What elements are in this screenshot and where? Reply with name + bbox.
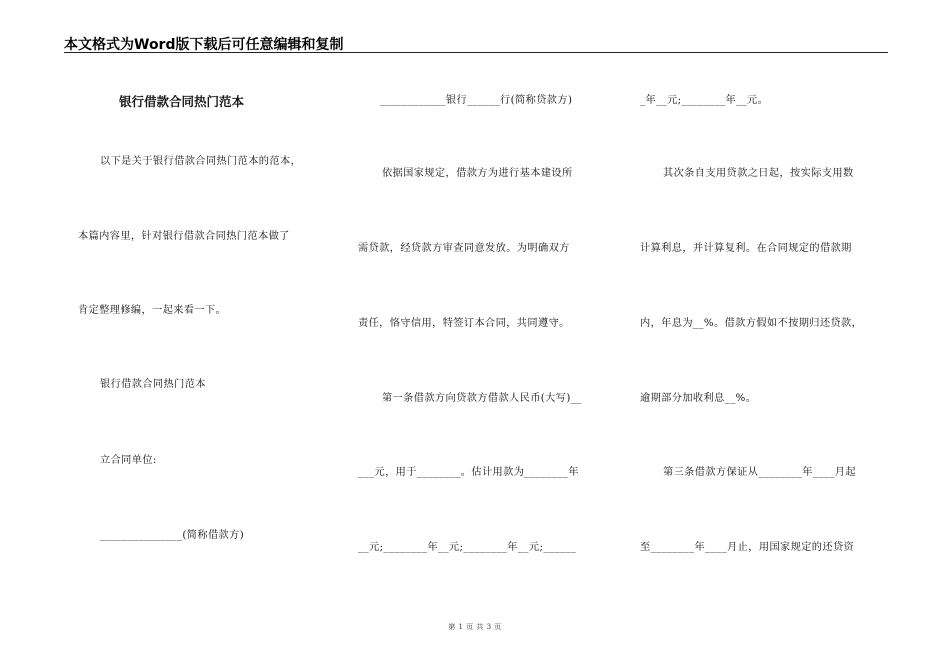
paragraph-line: 第一条借款方向贷款方借款人民币(大写)__ — [382, 393, 582, 404]
paragraph-line: 依据国家规定，借款方为进行基本建设所 — [382, 168, 573, 179]
document-title: 银行借款合同热门范本 — [119, 94, 245, 109]
paragraph-line: 肯定整理修编，一起来看一下。 — [78, 305, 227, 316]
paragraph-line: ___元，用于________。估计用款为________年 — [358, 467, 579, 478]
header-title: 本文格式为Word版下载后可任意编辑和复制 — [64, 37, 344, 53]
paragraph-line: 本篇内容里，针对银行借款合同热门范本做了 — [78, 231, 290, 242]
paragraph-line: _______________(简称借款方) — [100, 530, 245, 541]
paragraph-line: 责任，恪守信用，特签订本合同，共同遵守。 — [358, 318, 570, 329]
paragraph-line: 立合同单位: — [100, 455, 157, 466]
paragraph-line: 需贷款，经贷款方审查同意发放。为明确双方 — [358, 243, 570, 254]
paragraph-line: ____________银行______行(简称贷款方) — [380, 95, 573, 106]
paragraph-line: __元;________年__元;________年__元;______ — [358, 542, 577, 553]
paragraph-line: 银行借款合同热门范本 — [100, 379, 206, 390]
paragraph-line: 至________年____月止，用国家规定的还贷资 — [640, 542, 855, 553]
paragraph-line: 第三条借款方保证从________年____月起 — [663, 467, 856, 478]
paragraph-line: 其次条自支用贷款之日起，按实际支用数 — [663, 168, 854, 179]
page-footer: 第 1 页 共 3 页 — [448, 623, 502, 631]
paragraph-line: _年__元;________年__元。 — [640, 95, 769, 106]
paragraph-line: 计算利息，并计算复利。在合同规定的借款期 — [640, 243, 852, 254]
paragraph-line: 以下是关于银行借款合同热门范本的范本， — [100, 156, 302, 167]
paragraph-line: 内，年息为__%。借款方假如不按期归还贷款， — [640, 318, 863, 329]
paragraph-line: 逾期部分加收利息__%。 — [640, 393, 757, 404]
